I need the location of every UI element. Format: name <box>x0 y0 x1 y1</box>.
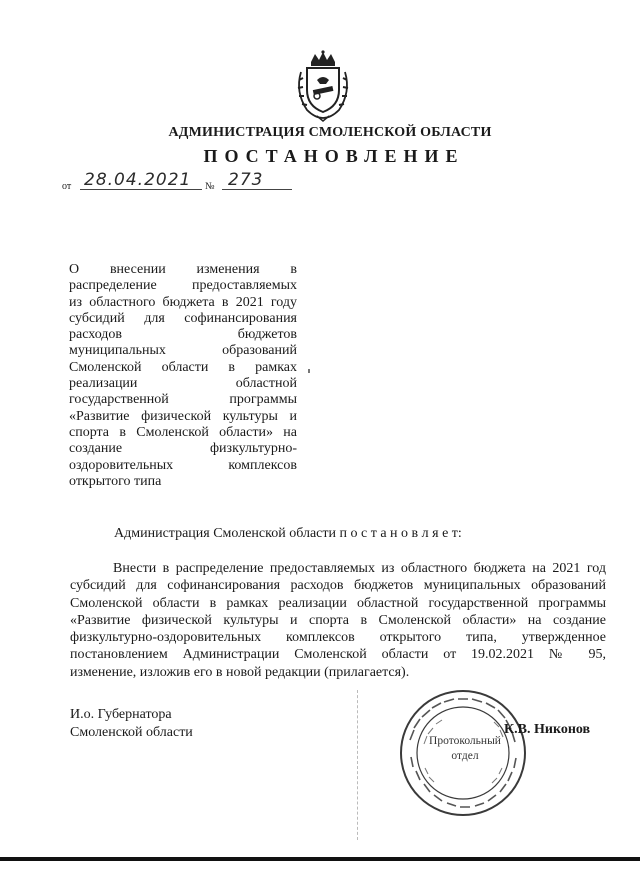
body-line: физкультурно-оздоровительных комплексов открытого типа, утвержденное <box>70 630 606 646</box>
document-subject <box>69 262 297 490</box>
scan-fold-line <box>357 690 358 840</box>
subject-line: из областного бюджета в 2021 году <box>69 294 297 310</box>
signatory-name: К.В. Никонов <box>504 722 591 737</box>
body-line: субсидий для софинансирования расходов бюджетов муниципальных образований <box>70 578 606 594</box>
subject-line: муниципальных образований <box>69 343 297 359</box>
subject-line: создание физкультурно- <box>69 441 297 457</box>
stamp-label-line: Протокольный <box>429 735 501 747</box>
subject-line: открытого типа <box>69 473 162 489</box>
number-underline <box>222 189 292 190</box>
date-underline <box>80 189 202 190</box>
decree-body <box>70 560 606 681</box>
subject-line: О внесении изменения в <box>69 262 297 277</box>
body-line: постановлением Администрации Смоленской области от 19.02.2021 № 95, <box>70 647 606 663</box>
document-date: 28.04.2021 <box>84 170 192 190</box>
subject-line: спорта в Смоленской области» на <box>69 424 297 440</box>
scan-edge-bar <box>0 857 640 861</box>
body-line: изменение, изложив его в новой редакции (прилагается). <box>70 664 410 680</box>
stamp-label <box>422 734 508 764</box>
body-line: Смоленской области в рамках реализации областной государственной программы <box>70 595 606 611</box>
coat-of-arms-emblem <box>293 50 353 122</box>
subject-line: оздоровительных комплексов <box>69 457 297 473</box>
decree-intro: Администрация Смоленской области п о с т а н о в л я е т: <box>114 526 462 541</box>
subject-line: распределение предоставляемых <box>69 278 297 294</box>
subject-line: «Развитие физической культуры и <box>69 408 297 424</box>
signatory-title-line: Смоленской области <box>70 724 193 740</box>
body-line: Внести в распределение предоставляемых из областного бюджета на 2021 год <box>113 561 606 576</box>
subject-line: расходов бюджетов <box>69 327 297 343</box>
body-line: «Развитие физической культуры и спорта в Смоленской области» на создание <box>70 612 606 628</box>
signatory-title-line: И.о. Губернатора <box>70 707 172 722</box>
stamp-label-line: отдел <box>451 750 479 762</box>
organization-name: АДМИНИСТРАЦИЯ СМОЛЕНСКОЙ ОБЛАСТИ <box>168 125 492 140</box>
document-type-title: ПОСТАНОВЛЕНИЕ <box>203 146 465 166</box>
subject-line: реализации областной <box>69 376 297 392</box>
subject-line: государственной программы <box>69 392 297 408</box>
subject-line: субсидий для софинансирования <box>69 310 297 326</box>
scan-mark <box>308 369 310 373</box>
subject-line: Смоленской области в рамках <box>69 359 297 375</box>
number-prefix: № <box>205 181 215 192</box>
date-prefix: от <box>62 181 72 192</box>
document-number: 273 <box>228 170 264 190</box>
signatory-title <box>70 706 193 741</box>
